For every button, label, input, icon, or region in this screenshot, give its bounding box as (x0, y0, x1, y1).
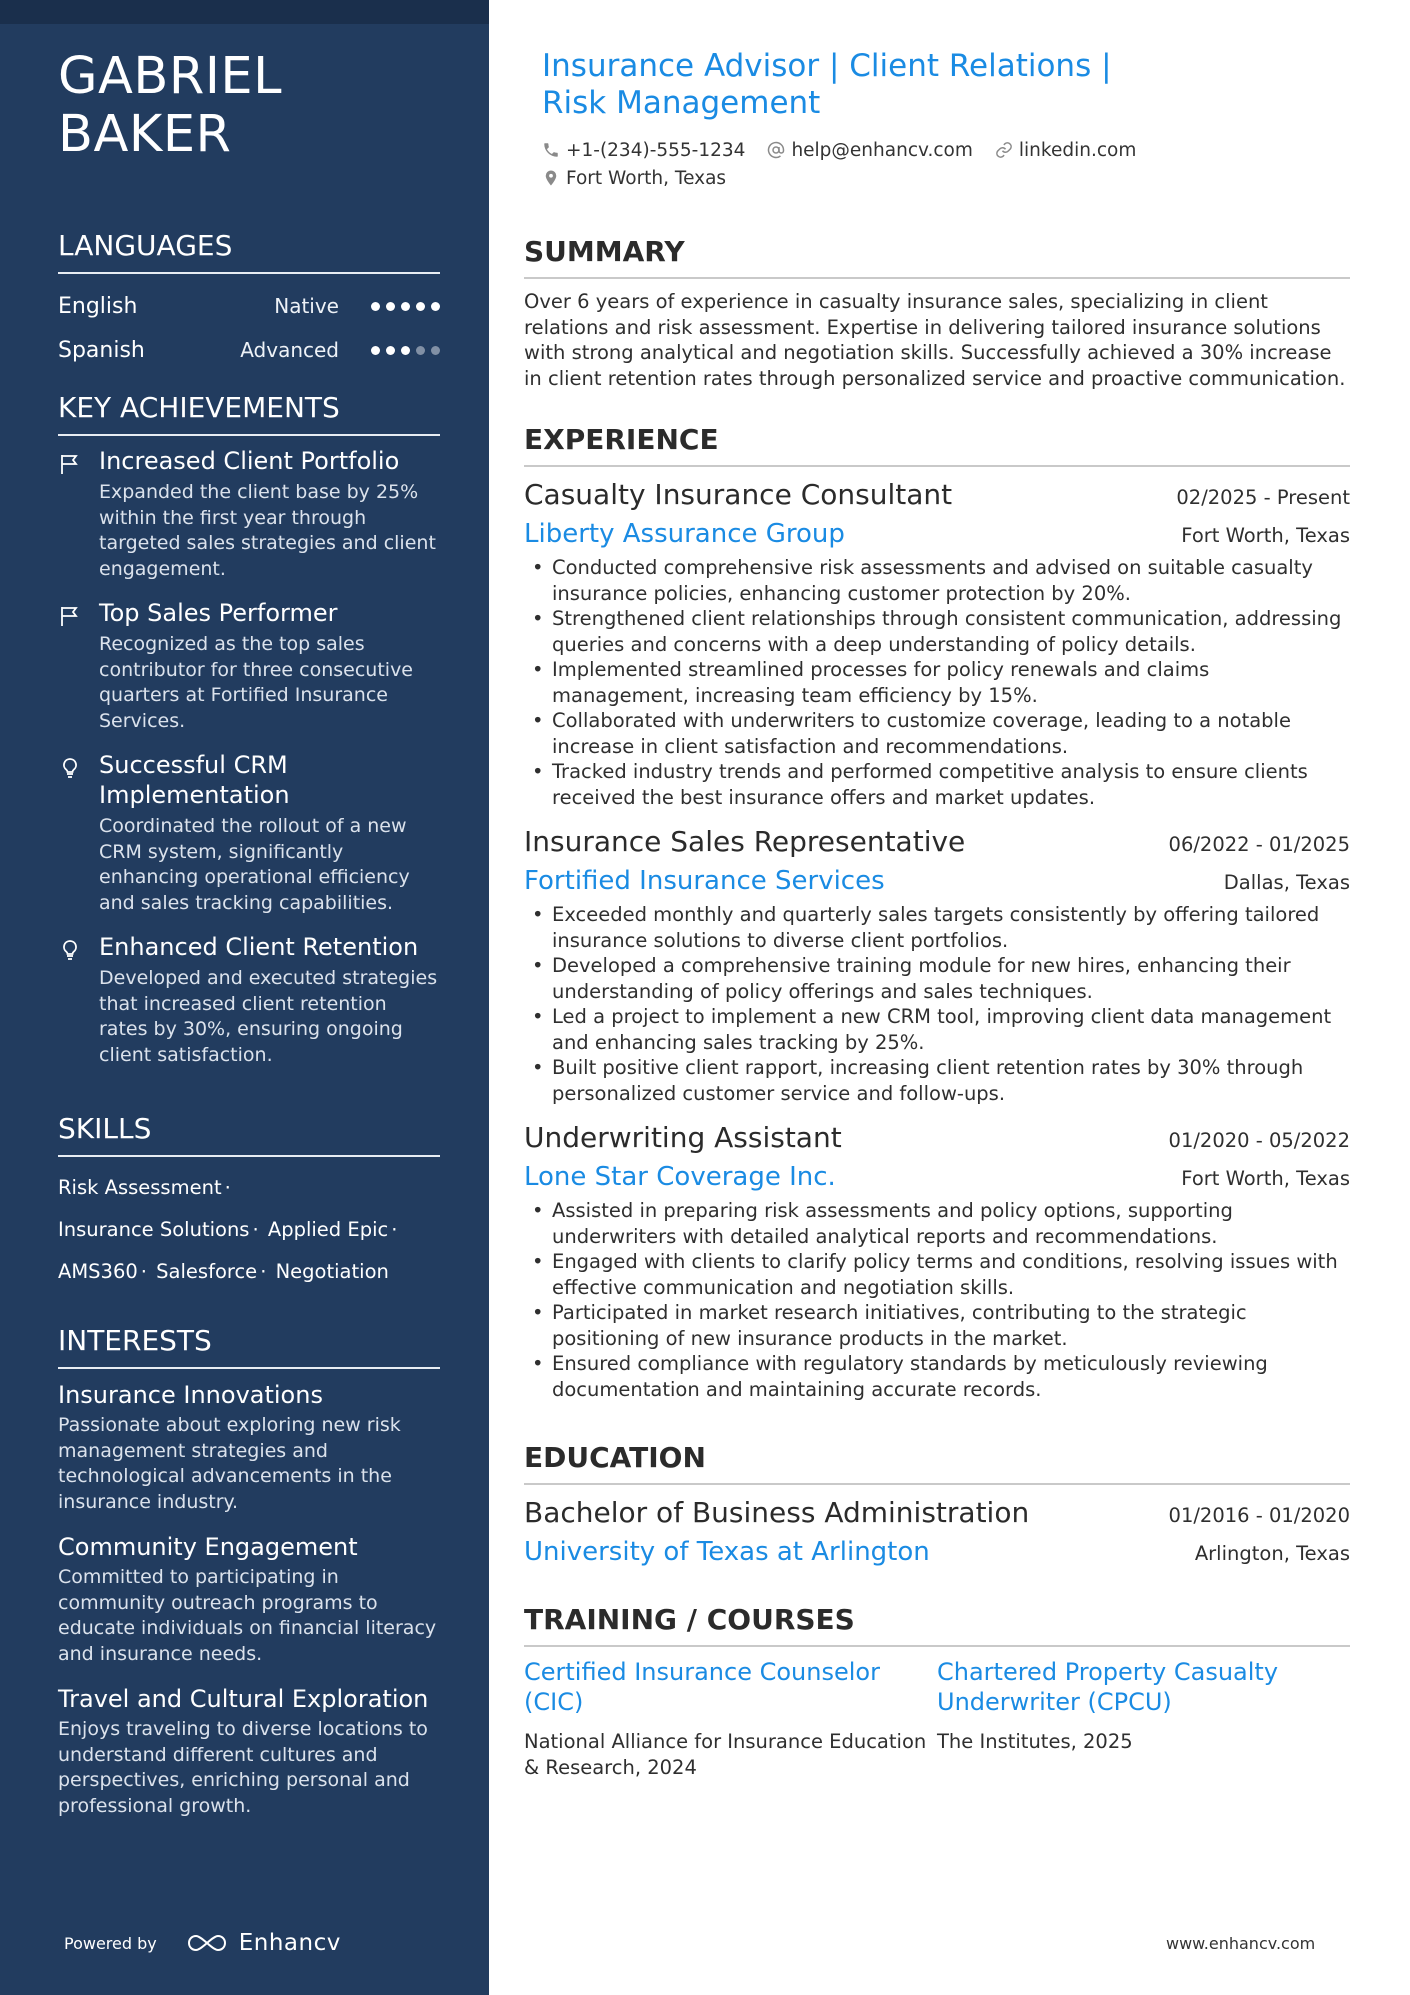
interest-title: Travel and Cultural Exploration (58, 1685, 429, 1713)
language-level: Native (274, 294, 339, 318)
summary-heading: SUMMARY (524, 234, 1350, 279)
training-section (524, 1602, 1350, 1780)
skills-list: Risk Assessment · Insurance Solutions · Applied Epic · AMS360 · Salesforce · Negotiation (58, 1176, 398, 1283)
interest-description: Passionate about exploring new risk management strategies and technological advancements in the insurance industry. (58, 1414, 401, 1513)
phone-text: +1-(234)-555-1234 (566, 139, 746, 161)
location-text: Fort Worth, Texas (566, 167, 727, 189)
job-title: Insurance Sales Representative (524, 825, 966, 858)
location-contact (542, 168, 726, 189)
language-proficiency-dots (371, 346, 440, 355)
language-proficiency-dots (371, 302, 440, 311)
interests-section (58, 1323, 440, 1835)
bullet-item: • Led a project to implement a new CRM tool, improving client data management and enhancing sales tracking by 25%. (524, 1004, 1350, 1055)
job-entry (524, 1120, 1350, 1402)
achievement-description: Recognized as the top sales contributor for three consecutive quarters at Fortified Insurance Services. (99, 633, 414, 732)
language-level: Advanced (240, 338, 339, 362)
experience-heading: EXPERIENCE (524, 422, 1350, 467)
job-entry (524, 477, 1350, 810)
achievement-description: Coordinated the rollout of a new CRM system, significantly enhancing operational efficiency and sales tracking capabilities. (99, 815, 410, 914)
interest-title: Community Engagement (58, 1533, 358, 1561)
bullet-item: • Collaborated with underwriters to customize coverage, leading to a notable increase in client satisfaction and recommendations. (524, 708, 1350, 759)
course-item (524, 1657, 937, 1780)
training-heading: TRAINING / COURSES (524, 1602, 1350, 1647)
infinity-logo-icon (185, 1932, 229, 1954)
job-company: Lone Star Coverage Inc. (524, 1162, 836, 1192)
job-company: Liberty Assurance Group (524, 519, 845, 549)
job-location: Fort Worth, Texas (1181, 1167, 1350, 1190)
bullet-item: • Assisted in preparing risk assessments and policy options, supporting underwriters with detailed analytical reports and recommendations. (524, 1198, 1350, 1249)
interest-description: Enjoys traveling to diverse locations to understand different cultures and perspectives, enriching personal and professional growth. (58, 1718, 428, 1817)
email-contact[interactable] (767, 140, 972, 161)
skill-tag: Negotiation (275, 1260, 389, 1283)
phone-contact[interactable] (542, 140, 745, 161)
lightbulb-icon (58, 756, 82, 780)
education-heading: EDUCATION (524, 1440, 1350, 1485)
job-location: Fort Worth, Texas (1181, 524, 1350, 547)
powered-by (64, 1930, 341, 1956)
skill-tag: Applied Epic (267, 1218, 389, 1241)
candidate-name: GABRIEL BAKER (58, 47, 283, 164)
experience-section (524, 422, 1350, 1416)
job-dates: 06/2022 - 01/2025 (1168, 833, 1350, 856)
bullet-item: • Ensured compliance with regulatory standards by meticulously reviewing documentation and maintaining accurate records. (524, 1351, 1350, 1402)
bullet-item: • Developed a comprehensive training module for new hires, enhancing their understanding of policy offerings and sales techniques. (524, 953, 1350, 1004)
proficiency-dot-filled (431, 302, 440, 311)
sidebar-top-bar (0, 0, 489, 24)
achievement-item (58, 750, 440, 916)
bullet-item: • Engaged with clients to clarify policy terms and conditions, resolving issues with effective communication and negotiation skills. (524, 1249, 1350, 1300)
course-provider: The Institutes, 2025 (937, 1730, 1133, 1753)
languages-section (58, 228, 440, 372)
achievement-title: Successful CRM Implementation (99, 751, 290, 809)
job-location: Dallas, Texas (1223, 871, 1350, 894)
summary-section (524, 234, 1350, 391)
interest-item (58, 1531, 440, 1667)
job-bullets (524, 1198, 1350, 1402)
lightbulb-icon (58, 938, 82, 962)
brand-name: Enhancv (238, 1930, 341, 1956)
proficiency-dot-empty (416, 346, 425, 355)
proficiency-dot-filled (416, 302, 425, 311)
bullet-item: • Strengthened client relationships through consistent communication, addressing queries and concerns with a deep understanding of policy details. (524, 606, 1350, 657)
bullet-item: • Conducted comprehensive risk assessments and advised on suitable casualty insurance policies, enhancing customer protection by 20%. (524, 555, 1350, 606)
proficiency-dot-filled (401, 302, 410, 311)
skill-tag: Salesforce (156, 1260, 258, 1283)
contact-info (542, 136, 1242, 192)
linkedin-contact[interactable] (995, 140, 1136, 161)
linkedin-text: linkedin.com (1018, 139, 1137, 161)
achievement-title: Increased Client Portfolio (99, 447, 400, 475)
job-dates: 02/2025 - Present (1176, 486, 1350, 509)
powered-by-label: Powered by (64, 1933, 157, 1953)
skills-heading: SKILLS (58, 1111, 440, 1157)
at-icon (767, 141, 785, 159)
proficiency-dot-filled (386, 346, 395, 355)
skills-section (58, 1111, 440, 1293)
achievement-description: Developed and executed strategies that increased client retention rates by 30%, ensuring ongoing client satisfaction. (99, 967, 438, 1066)
bullet-item: • Built positive client rapport, increasing client retention rates by 30% through personalized customer service and follow-ups. (524, 1055, 1350, 1106)
proficiency-dot-filled (371, 302, 380, 311)
location-pin-icon (542, 169, 560, 187)
school-name: University of Texas at Arlington (524, 1537, 930, 1567)
bullet-item: • Implemented streamlined processes for policy renewals and claims management, increasing team efficiency by 15%. (524, 657, 1350, 708)
interest-title: Insurance Innovations (58, 1381, 323, 1409)
headline: Insurance Advisor | Client Relations | Risk Management (542, 48, 1112, 121)
job-bullets (524, 555, 1350, 810)
proficiency-dot-filled (401, 346, 410, 355)
bullet-item: • Tracked industry trends and performed competitive analysis to ensure clients received the best insurance offers and market updates. (524, 759, 1350, 810)
language-name: Spanish (58, 337, 145, 363)
skill-tag: Insurance Solutions (58, 1218, 250, 1241)
summary-text: Over 6 years of experience in casualty insurance sales, specializing in client relations and risk assessment. Expertise in delivering tailored insurance solutions with strong analytical and negotiation skills. Successfully achieved a 30% increase in client retention rates through personalized service and proactive communication. (524, 290, 1346, 390)
degree-title: Bachelor of Business Administration (524, 1496, 1030, 1529)
course-provider: National Alliance for Insurance Education & Research, 2024 (524, 1730, 927, 1779)
achievement-description: Expanded the client base by 25% within the first year through targeted sales strategies and client engagement. (99, 481, 436, 580)
enhancv-logo[interactable] (185, 1930, 341, 1956)
phone-icon (542, 141, 560, 159)
sidebar (0, 0, 489, 1995)
achievement-item (58, 446, 440, 582)
language-name: English (58, 293, 138, 319)
interest-item (58, 1379, 440, 1515)
interest-description: Committed to participating in community outreach programs to educate individuals on financial literacy and insurance needs. (58, 1566, 437, 1665)
achievement-item (58, 932, 440, 1068)
flag-icon (58, 452, 82, 476)
achievements-section (58, 390, 440, 1084)
job-bullets (524, 902, 1350, 1106)
job-entry (524, 824, 1350, 1106)
course-title: Chartered Property Casualty Underwriter (CPCU) (937, 1658, 1279, 1716)
job-title: Casualty Insurance Consultant (524, 478, 953, 511)
interests-heading: INTERESTS (58, 1323, 440, 1369)
skill-tag: AMS360 (58, 1260, 138, 1283)
link-icon (995, 141, 1013, 159)
interest-item (58, 1683, 440, 1819)
achievement-title: Enhanced Client Retention (99, 933, 419, 961)
language-row (58, 284, 440, 328)
achievement-item (58, 598, 440, 734)
education-section (524, 1440, 1350, 1569)
course-title: Certified Insurance Counselor (CIC) (524, 1658, 880, 1716)
education-dates: 01/2016 - 01/2020 (1168, 1504, 1350, 1527)
achievements-heading: KEY ACHIEVEMENTS (58, 390, 440, 436)
job-dates: 01/2020 - 05/2022 (1168, 1129, 1350, 1152)
flag-icon (58, 604, 82, 628)
achievement-title: Top Sales Performer (99, 599, 338, 627)
proficiency-dot-empty (431, 346, 440, 355)
bullet-item: • Exceeded monthly and quarterly sales targets consistently by offering tailored insurance solutions to diverse client portfolios. (524, 902, 1350, 953)
job-company: Fortified Insurance Services (524, 866, 885, 896)
bullet-item: • Participated in market research initiatives, contributing to the strategic positioning of new insurance products in the market. (524, 1300, 1350, 1351)
proficiency-dot-filled (386, 302, 395, 311)
school-location: Arlington, Texas (1194, 1542, 1350, 1565)
footer-website[interactable]: www.enhancv.com (1166, 1934, 1316, 1953)
languages-heading: LANGUAGES (58, 228, 440, 274)
language-row (58, 328, 440, 372)
skill-tag: Risk Assessment (58, 1176, 222, 1199)
email-text: help@enhancv.com (791, 139, 973, 161)
proficiency-dot-filled (371, 346, 380, 355)
job-title: Underwriting Assistant (524, 1121, 842, 1154)
course-item (937, 1657, 1350, 1780)
